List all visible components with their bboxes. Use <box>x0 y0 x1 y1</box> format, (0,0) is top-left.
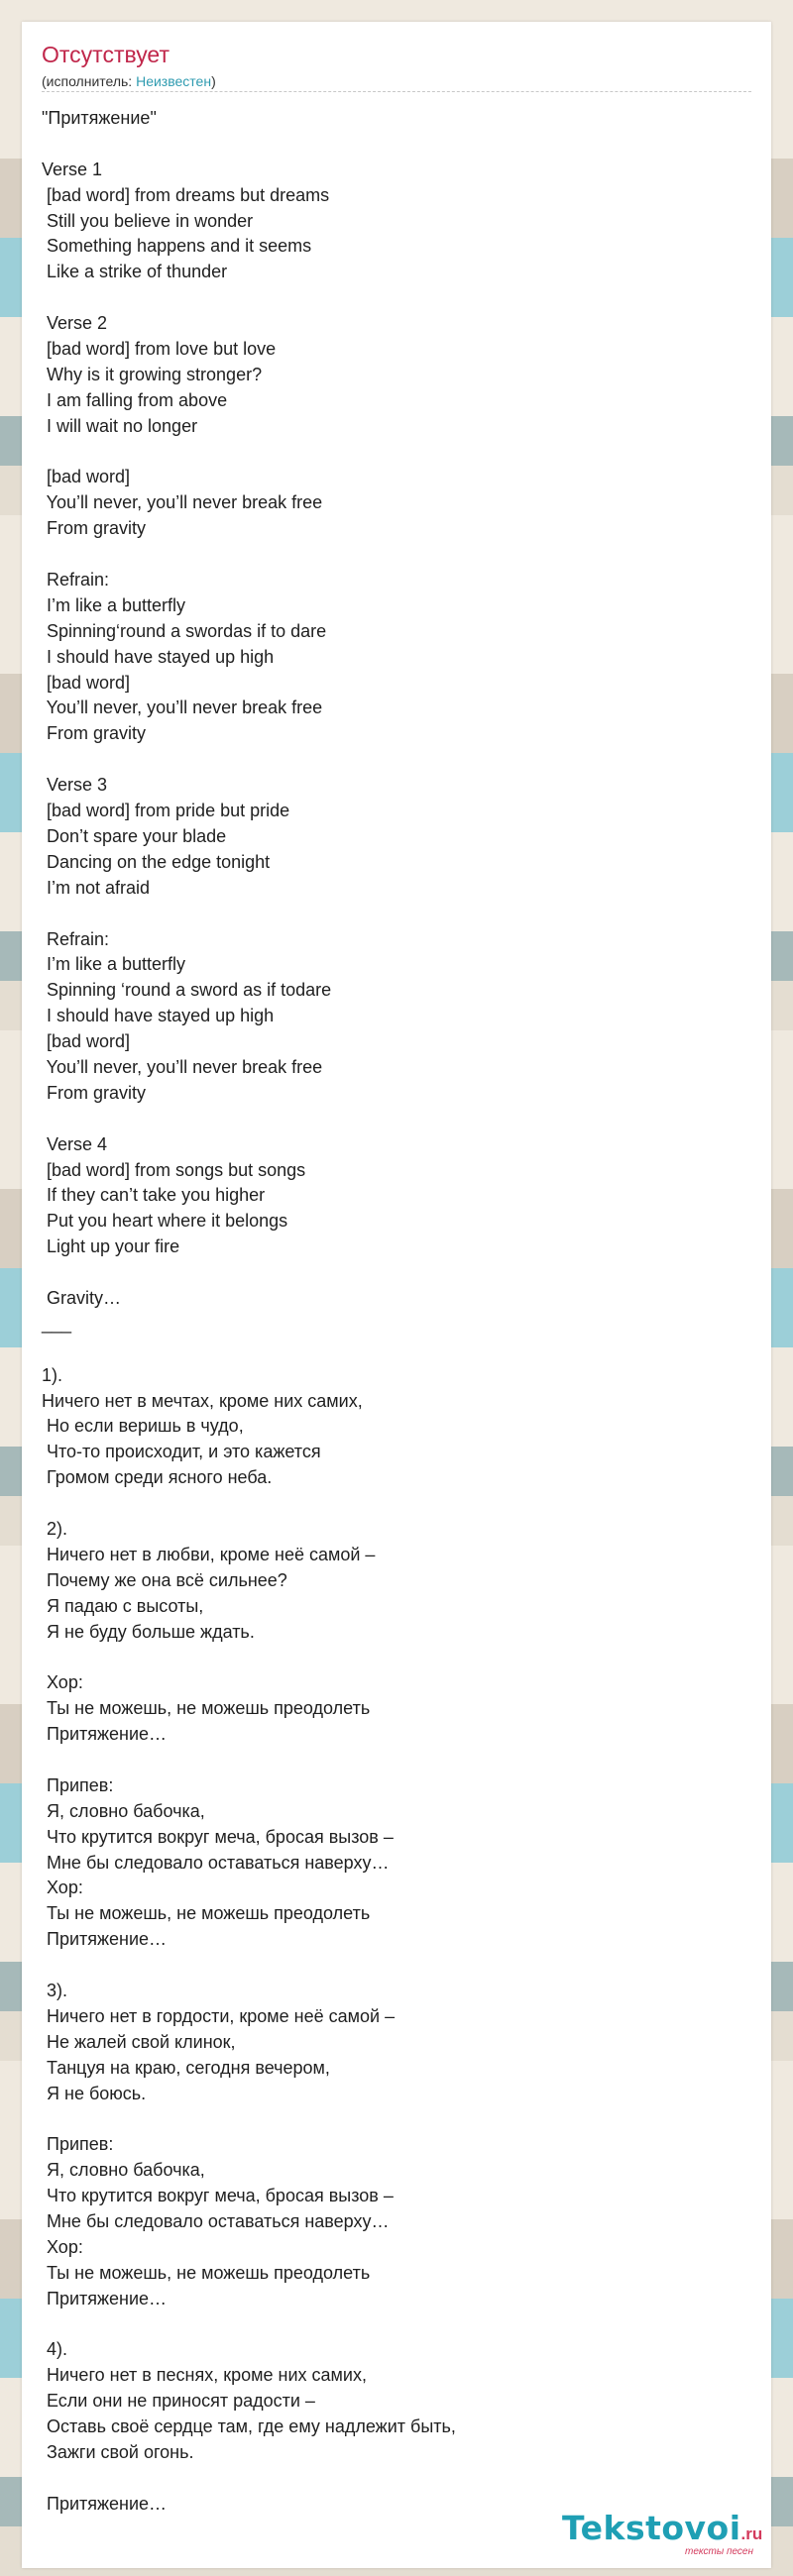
lyric-line: [bad word] <box>42 672 131 693</box>
lyric-line: "Притяжение" <box>42 108 157 128</box>
lyric-line: Мне бы следовало оставаться наверху… <box>42 2211 390 2232</box>
lyric-line: I’m like a butterfly <box>42 954 186 975</box>
lyric-line: Мне бы следовало оставаться наверху… <box>42 1852 390 1873</box>
lyric-line: From gravity <box>42 1082 147 1103</box>
lyric-line: Притяжение… <box>42 2288 168 2308</box>
lyric-line: Dancing on the edge tonight <box>42 851 271 872</box>
lyric-line: Хор: <box>42 2236 83 2257</box>
lyric-line: If they can’t take you higher <box>42 1185 266 1206</box>
lyric-line: Refrain: <box>42 928 110 949</box>
site-logo[interactable] <box>562 2509 765 2560</box>
lyric-line: Громом среди ясного неба. <box>42 1467 273 1488</box>
lyric-line: 4). <box>42 2339 68 2360</box>
artist-suffix: ) <box>211 73 216 89</box>
lyric-line: Хор: <box>42 1878 83 1898</box>
lyric-line: I’m like a butterfly <box>42 594 186 615</box>
lyric-line: Ничего нет в мечтах, кроме них самих, <box>42 1390 363 1411</box>
lyric-line: Я не боюсь. <box>42 2083 147 2103</box>
lyric-line: From gravity <box>42 518 147 539</box>
lyric-line <box>42 1491 755 1517</box>
lyric-line: Притяжение… <box>42 2493 168 2514</box>
lyric-line: Не жалей свой клинок, <box>42 2031 236 2052</box>
lyric-line: Gravity… <box>42 1287 122 1308</box>
lyric-line: Танцуя на краю, сегодня вечером, <box>42 2057 330 2078</box>
lyric-line: [bad word] from songs but songs <box>42 1159 306 1180</box>
lyric-line: I should have stayed up high <box>42 646 275 667</box>
lyric-line: [bad word] from pride but pride <box>42 801 290 821</box>
lyric-line <box>42 747 755 773</box>
lyrics-card <box>22 22 771 2568</box>
lyric-line: [bad word] <box>42 467 131 487</box>
logo-tagline: тексты песен <box>685 2546 753 2557</box>
lyric-line: Хор: <box>42 1672 83 1693</box>
lyric-line <box>42 1748 755 1773</box>
lyric-line: Припев: <box>42 2134 114 2155</box>
lyric-line: Я, словно бабочка, <box>42 2160 205 2181</box>
lyric-line: Что крутится вокруг меча, бросая вызов – <box>42 2186 394 2206</box>
lyric-line: Don’t spare your blade <box>42 825 227 846</box>
lyric-line: ___ <box>42 1313 72 1334</box>
lyric-line: Spinning ‘round a sword as if todare <box>42 980 332 1001</box>
lyric-line <box>42 1107 755 1132</box>
lyric-line: Зажги свой огонь. <box>42 2442 194 2463</box>
lyric-line: 2). <box>42 1518 68 1539</box>
lyric-line <box>42 132 755 158</box>
lyric-line: [bad word] <box>42 1031 131 1052</box>
lyric-line: Если они не приносят радости – <box>42 2391 315 2412</box>
lyric-line: Почему же она всё сильнее? <box>42 1569 287 1590</box>
lyric-line <box>42 902 755 927</box>
lyric-line: Припев: <box>42 1774 114 1795</box>
lyric-line: Притяжение… <box>42 1929 168 1950</box>
lyric-line: Притяжение… <box>42 1724 168 1745</box>
lyric-line: Я падаю с высоты, <box>42 1595 204 1616</box>
lyric-line: Put you heart where it belongs <box>42 1211 288 1232</box>
artist-prefix: (исполнитель: <box>42 73 137 89</box>
lyric-line: From gravity <box>42 723 147 744</box>
artist-line <box>42 73 216 89</box>
lyric-line: Ты не можешь, не можешь преодолеть <box>42 1903 371 1924</box>
lyric-line <box>42 1645 755 1670</box>
lyric-line: I will wait no longer <box>42 415 198 436</box>
lyric-line: Ты не можешь, не можешь преодолеть <box>42 1698 371 1719</box>
lyric-line <box>42 542 755 568</box>
lyric-line <box>42 1338 755 1363</box>
lyric-line: Verse 2 <box>42 313 108 334</box>
lyric-line: Verse 1 <box>42 159 103 179</box>
lyric-line: Like a strike of thunder <box>42 262 228 282</box>
lyric-line <box>42 2312 755 2338</box>
lyric-line: Light up your fire <box>42 1236 180 1257</box>
lyric-line: You’ll never, you’ll never break free <box>42 492 323 513</box>
lyric-line: Verse 4 <box>42 1133 108 1154</box>
lyric-line: Я не буду больше ждать. <box>42 1621 255 1642</box>
lyric-line <box>42 285 755 311</box>
lyric-line: Ты не можешь, не можешь преодолеть <box>42 2262 371 2283</box>
artist-link[interactable]: Неизвестен <box>136 73 212 89</box>
lyric-line: You’ll never, you’ll never break free <box>42 698 323 718</box>
lyric-line <box>42 2106 755 2132</box>
lyric-line: Что крутится вокруг меча, бросая вызов – <box>42 1826 394 1847</box>
lyric-line: Something happens and it seems <box>42 236 312 257</box>
lyric-line: I am falling from above <box>42 389 228 410</box>
lyric-line: 1). <box>42 1364 63 1385</box>
lyric-line: [bad word] from love but love <box>42 339 277 360</box>
lyric-line: Оставь своё сердце там, где ему надлежит быть, <box>42 2416 456 2437</box>
lyric-line: Что-то происходит, и это кажется <box>42 1442 321 1462</box>
lyric-line: Но если веришь в чудо, <box>42 1416 244 1437</box>
lyric-line: I should have stayed up high <box>42 1006 275 1026</box>
lyric-line: Я, словно бабочка, <box>42 1800 205 1821</box>
logo-name: Tekstovoi <box>562 2509 741 2547</box>
lyric-line <box>42 1953 755 1979</box>
header-divider <box>42 91 751 92</box>
lyric-line: Why is it growing stronger? <box>42 364 263 384</box>
lyric-line: Ничего нет в гордости, кроме неё самой – <box>42 2005 396 2026</box>
lyrics-text <box>42 106 755 2518</box>
song-title: Отсутствует <box>42 42 170 67</box>
lyric-line: [bad word] from dreams but dreams <box>42 184 330 205</box>
lyric-line <box>42 1260 755 1286</box>
lyric-line: Spinning‘round a swordas if to dare <box>42 620 327 641</box>
lyric-line: Ничего нет в любви, кроме неё самой – <box>42 1544 376 1564</box>
logo-tld: .ru <box>740 2524 763 2543</box>
lyric-line: 3). <box>42 1981 68 2001</box>
lyric-line: I’m not afraid <box>42 877 151 898</box>
lyric-line: Refrain: <box>42 570 110 590</box>
lyric-line: You’ll never, you’ll never break free <box>42 1056 323 1077</box>
lyric-line <box>42 440 755 466</box>
lyric-line: Still you believe in wonder <box>42 210 254 231</box>
lyric-line: Verse 3 <box>42 775 108 796</box>
lyric-line <box>42 2466 755 2492</box>
lyric-line: Ничего нет в песнях, кроме них самих, <box>42 2365 367 2386</box>
